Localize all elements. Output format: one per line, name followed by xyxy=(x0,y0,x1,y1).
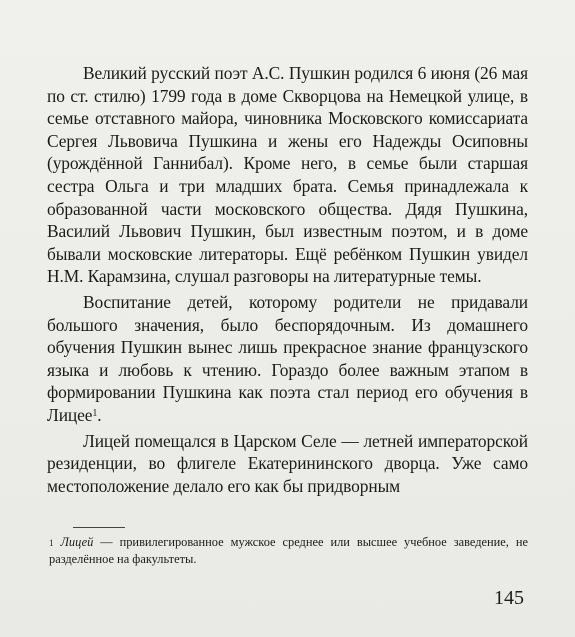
paragraph-3-text: Лицей помещался в Царском Селе — летней императорской резиденции, во флигеле Екатерининского дворца. Уже само местоположение делало его как бы придворным xyxy=(47,430,528,496)
page-number: 145 xyxy=(494,587,524,609)
paragraph-2-text: Воспитание детей, которому родители не придавали большого значения, было беспорядочным. Из домашнего обучения Пушкин вынес лишь прекрасное знание французского языка и любовь к чтению. Гораздо более важным этапом в формировании Пушкина как поэта стал период его обучения в Лицее xyxy=(47,291,528,425)
main-text xyxy=(47,62,528,497)
paragraph-1-text: Великий русский поэт А.С. Пушкин родился 6 июня (26 мая по ст. стилю) 1799 года в доме Скворцова на Немецкой улице, в семье отставного майора, чиновника Московского комиссариата Сергея Львовича Пушкина и жены его Надежды Осиповны (урождённой Ганнибал). Кроме него, в семье были старшая сестра Ольга и три младших брата. Семья принадлежала к образованной части московского общества. Дядя Пушкина, Василий Львович Пушкин, был известным поэтом, и в доме бывали московские литераторы. Ещё ребёнком Пушкин увидел Н.М. Карамзина, слушал разговоры на литературные темы. xyxy=(47,63,528,287)
paragraph-2-end: . xyxy=(97,404,102,425)
paragraph-1 xyxy=(47,62,528,288)
footnote-term: Лицей xyxy=(60,535,94,549)
footnote xyxy=(49,534,528,567)
footnote-text: — привилегированное мужское среднее или высшее учебное заведение, не разделённое на факультеты. xyxy=(49,535,528,566)
footnote-divider xyxy=(73,527,125,528)
paragraph-2 xyxy=(47,291,528,427)
footnote-reference: 1 xyxy=(92,407,98,419)
footnote-number: 1 xyxy=(49,538,54,548)
paragraph-3 xyxy=(47,430,528,498)
